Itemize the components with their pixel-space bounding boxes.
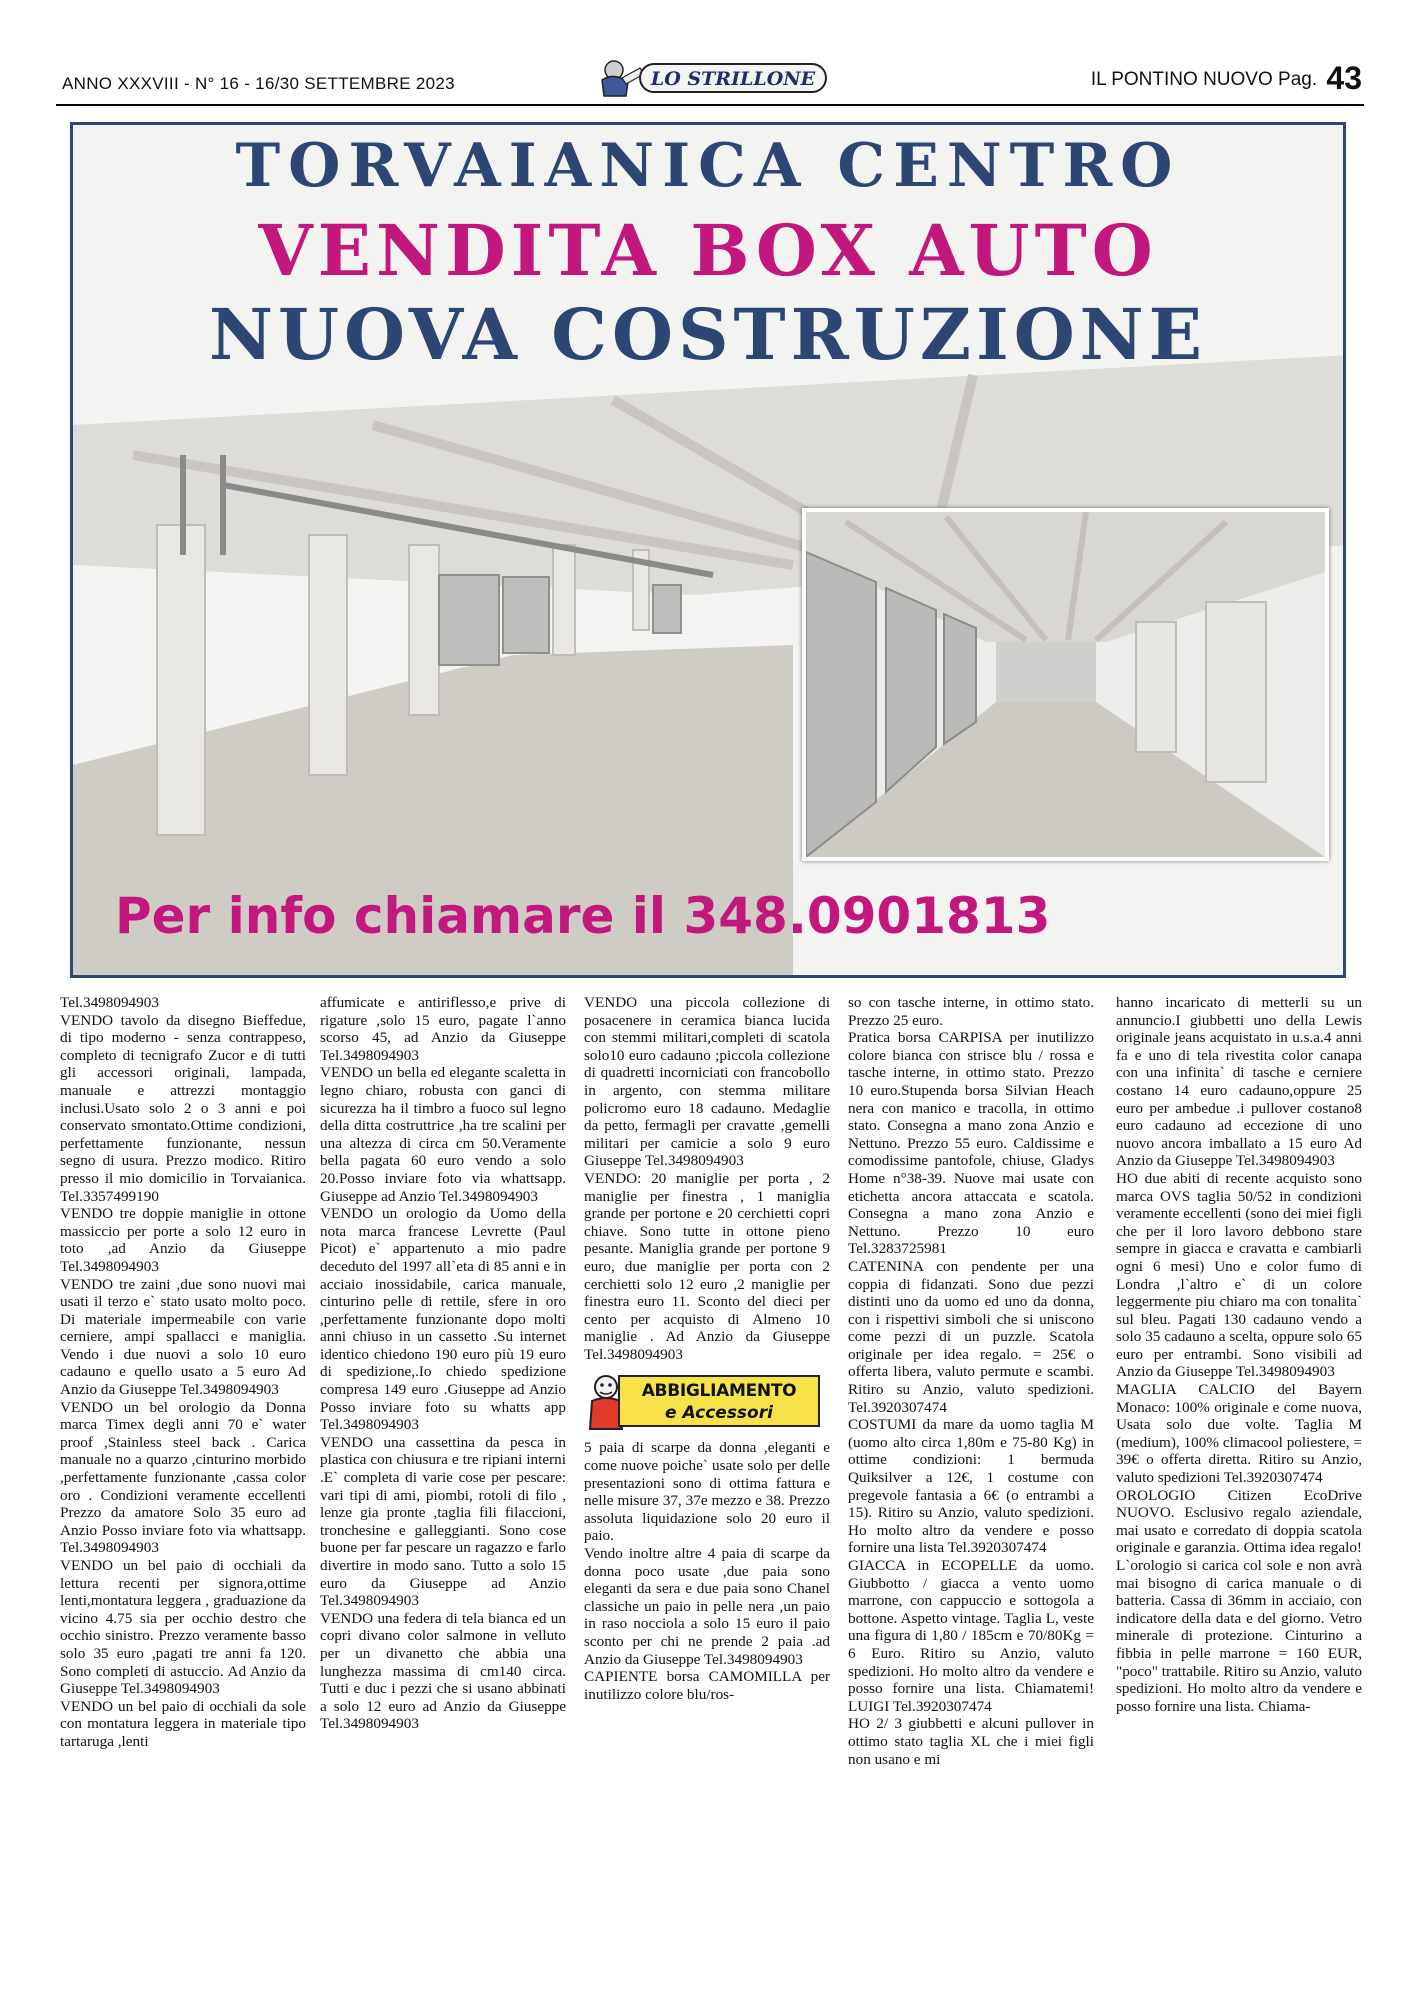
category-label: [618, 1375, 820, 1427]
classified-item: so con tasche interne, in ottimo stato. Prezzo 25 euro.: [848, 994, 1094, 1029]
classified-item: COSTUMI da mare da uomo taglia M (uomo alto circa 1,80m e 75-80 Kg) in ottime condizioni: 1 bermuda Quiksilver a 12€, 1 costume con pregevole fantasia a 6€ (o entrambi a 15). Ritiro su Anzio, valuto spedizioni. Ho molto altro da vendere e posso fornire una lista Tel.3920307474: [848, 1416, 1094, 1557]
column-2: [320, 994, 566, 1984]
ad-contact-line: Per info chiamare il 348.0901813: [115, 887, 1051, 945]
classified-item: VENDO un bel paio di occhiali da sole con montatura leggera in materiale tipo tartaruga ,lenti: [60, 1697, 306, 1750]
ad-headline-sale: VENDITA BOX AUTO: [258, 209, 1158, 292]
classified-item: MAGLIA CALCIO del Bayern Monaco: 100% originale e come nuova, Usata solo due volte. Taglia M (medium), 100% climacool poliestere, = 39€ o offerta diretta. Ritiro su Anzio, valuto spedizioni Tel.3920307474: [1116, 1381, 1362, 1487]
ad-headline-new-build: NUOVA COSTRUZIONE: [208, 293, 1208, 376]
category-subtitle: e Accessori: [665, 1403, 773, 1424]
classified-columns: [56, 994, 1364, 1984]
classified-item: VENDO una piccola collezione di posacenere in ceramica bianca lucida con stemmi militari,completi di scatola solo10 euro cadauno ;piccola collezione di quadretti incorniciati con francobollo in argento, con stemma militare policromo euro 18 cadauno. Medaglie da petto, fermagli per cravatte ,gemelli militari per camicie a solo 9 euro Giuseppe Tel.3498094903: [584, 994, 830, 1170]
classified-item: VENDO: 20 maniglie per porta , 2 maniglie per finestra , 1 maniglia grande per portone e 20 cerchietti copri chiave. Sono tutte in ottone pieno pesante. Maniglia grande per portone 9 euro, due maniglie per porta con 2 cerchietti solo 12 euro ,2 maniglie per finestra euro 11. Sconto del dieci per cento per acquisto di Almeno 10 maniglie . Ad Anzio da Giuseppe Tel.3498094903: [584, 1169, 830, 1363]
classified-item: VENDO una cassettina da pesca in plastica con chiusura e tre ripiani interni .E` completa di varie cose per pescare: vari tipi di ami, piombi, rotoli di filo , lenze gia pronte ,taglia fili filaccioni, tronchesine e galleggianti. Sono cose buone per far pescare un ragazzo e farlo divertire in modo sano. Tutto a solo 15 euro da Giuseppe ad Anzio Tel.3498094903: [320, 1433, 566, 1610]
classified-item: hanno incaricato di metterli su un annuncio.I giubbetti uno della Lewis originale jeans acquistato in u.s.a.4 anni fa e uno di tela rivestita color canapa con una infinita` di tasche e cerniere costano 14 euro cadauno,oppure 25 euro per ambedue .i pullover costano8 euro cadauno ad eccezione di uno nuovo ancora imballato a 15 euro Ad Anzio da Giuseppe Tel.3498094903: [1116, 994, 1362, 1170]
issue-info: ANNO XXXVIII - N° 16 - 16/30 SETTEMBRE 2023: [62, 74, 455, 93]
column-1: [60, 994, 306, 1984]
classified-item: VENDO un bel orologio da Donna marca Timex degli anni 70 e` water proof ,Stainless steel back . Carica manuale no a quarzo ,cinturino morbido ,perfettamente funzionante ,cassa color oro . Condizioni veramente eccellenti Prezzo da amatore Solo 35 euro ad Anzio Posso inviare foto via whattsapp. Tel.3498094903: [60, 1398, 306, 1557]
classified-item: affumicate e antiriflesso,e prive di rigature ,solo 15 euro, pagate l`anno scorso 45, ad Anzio da Giuseppe Tel.3498094903: [320, 994, 566, 1064]
category-title: ABBIGLIAMENTO: [641, 1381, 797, 1402]
newsboy-figure-icon: [602, 61, 644, 96]
newspaper-name: IL PONTINO NUOVO: [1090, 69, 1273, 90]
classified-item: Pratica borsa CARPISA per inutilizzo colore bianca con strisce blu / rossa e tasche interne, in ottimo stato. Prezzo 10 euro.Stupenda borsa Silvian Heach nera con manico e tracolla, in ottimo stato. Consegna a mano zona Anzio e Nettuno. Prezzo 55 euro. Caldissime e comodissime pantofole, chiuse, Gladys Home n°38-39. Nuove mai usate con etichetta ancora attaccata e scatola. Consegna a mano zona Anzio e Nettuno. Prezzo 10 euro Tel.3283725981: [848, 1029, 1094, 1258]
svg-text:LO STRILLONE: LO STRILLONE: [650, 68, 816, 90]
classified-item: VENDO un bel paio di occhiali da lettura recenti per signora,ottime lenti,montatura leggera , graduazione da vicino 4.75 sia per occhio destro che occhio sinistro. Prezzo veramente basso solo 35 euro ,pagati tre anni fa 120. Sono completi di astuccio. Ad Anzio da Giuseppe Tel.3498094903: [60, 1557, 306, 1698]
column-3: [584, 994, 830, 1984]
classified-item: GIACCA in ECOPELLE da uomo. Giubbotto / giacca a vento uomo marrone, con cappuccio e sottogola a bottone. Aspetto vintage. Taglia L, veste una figura di 1,80 / 185cm e 70/80Kg = 6 Euro. Ritiro su Anzio, valuto spedizioni. Ho molto altro da vendere e posso fornire una lista. Chiamatemi! LUIGI Tel.3920307474: [848, 1557, 1094, 1715]
column-4: [848, 994, 1094, 1984]
classified-item: CATENINA con pendente per una coppia di fidanzati. Sono due pezzi distinti uno da uomo ed uno da donna, con i rispettivi simboli che si uniscono come pezzi di un puzzle. Scatola originale per idea regalo. = 25€ o offerta libera, valuto permute e scambi. Ritiro su Anzio, valuto spedizioni. Tel.3920307474: [848, 1257, 1094, 1416]
category-banner-clothing: [584, 1373, 824, 1431]
page-label: Pag.: [1278, 69, 1318, 90]
classified-item: CAPIENTE borsa CAMOMILLA per inutilizzo colore blu/ros-: [584, 1668, 830, 1703]
lo-strillone-logo: [592, 58, 832, 98]
page-number: 43: [1326, 60, 1362, 96]
classified-item: HO due abiti di recente acquisto sono marca OVS taglia 50/52 in condizioni veramente eccellenti (sono dei miei figli che per il loro lavoro debbono stare sempre in giacca e cravatta e cambiarli ogni 6 mesi) Uno e color fumo di Londra ,l`altro e` di un colore leggermente piu chiaro ma con tonalita` sul bleu. Pagati 130 cadauno vendo a solo 35 cadauno a scelta, oppure solo 65 euro per entrambi. Sono visibili ad Anzio da Giuseppe Tel.3498094903: [1116, 1169, 1362, 1381]
classified-item: VENDO un bella ed elegante scaletta in legno chiaro, robusta con ganci di sicurezza ha il timbro a fuoco sul legno della ditta costruttrice ,ha tre scalini per una altezza di circa cm 50.Veramente bella pagata 60 euro vendo a solo 20.Posso inviare foto via whattsapp. Giuseppe ad Anzio Tel.3498094903: [320, 1064, 566, 1205]
classified-item: VENDO un orologio da Uomo della nota marca francese Levrette (Paul Picot) e` appartenuto a mio padre deceduto del 1997 all`eta di 85 anni e in acciaio inossidabile, carica manuale, cinturino pelle di rettile, sfere in oro ,perfettamente funzionante dopo molti anni chiuso in un cassetto .Su internet identico chiedono 190 euro più 19 euro di spedizione,.Io chiedo spedizione compresa 149 euro .Giuseppe ad Anzio Posso inviare foto su whatts app Tel.3498094903: [320, 1205, 566, 1434]
classified-item: VENDO una federa di tela bianca ed un copri divano color salmone in velluto per un divanetto che abbia una lunghezza massima di cm140 circa. Tutti e duc i pezzi che si usano abbinati a solo 12 euro ad Anzio da Giuseppe Tel.3498094903: [320, 1609, 566, 1733]
classified-item: Tel.3498094903: [60, 994, 159, 1011]
classified-item: VENDO tre zaini ,due sono nuovi mai usati il terzo e` stato usato molto poco. Di materiale impermeabile con varie cerniere, ampi spallacci e maniglia. Vendo i due nuovi a solo 10 euro cadauno e quello usato a 5 euro Ad Anzio da Giuseppe Tel.3498094903: [60, 1275, 306, 1399]
classified-item: Vendo inoltre altre 4 paia di scarpe da donna poco usate ,due paia sono eleganti da sera e due paia sono Chanel classiche un paio in pelle nera ,un paio in raso nocciola a solo 15 euro il paio sconto per chi ne prende 2 paia .ad Anzio da Giuseppe Tel.3498094903: [584, 1545, 830, 1668]
newspaper-title: [1091, 60, 1362, 97]
garage-corridor-photo: [802, 508, 1329, 861]
column-5: [1116, 994, 1362, 1984]
classified-item: OROLOGIO Citizen EcoDrive NUOVO. Esclusivo regalo aziendale, mai usato e corredato di doppia scatola originale e garanzia. Ottima idea regalo! L`orologio si carica col sole e non avrà mai bisogno di carica manuale o di batteria. Cassa di 36mm in acciaio, con indicatore della data e del giorno. Vetro minerale di protezione. Cinturino a fibbia in pelle marrone = 160 EUR, "poco" trattabile. Ritiro su Anzio, valuto spedizioni. Ho molto altro da vendere e posso fornire una lista. Chiama-: [1116, 1486, 1362, 1715]
classified-item: HO 2/ 3 giubbetti e alcuni pullover in ottimo stato taglia XL che i miei figli non usano e mi: [848, 1715, 1094, 1768]
classified-item: 5 paia di scarpe da donna ,eleganti e come nuove poiche` usate solo per delle presentazioni sono di ottima fattura e nelle misure 37, 37e mezzo e 38. Prezzo assoluta liquidazione solo 20 euro il paio.: [584, 1439, 830, 1545]
box-auto-advertisement: [70, 122, 1346, 978]
classified-item: VENDO tre doppie maniglie in ottone massiccio per porte a solo 12 euro in toto ,ad Anzio da Giuseppe Tel.3498094903: [60, 1205, 306, 1275]
masthead: [56, 56, 1364, 106]
classified-item: VENDO tavolo da disegno Bieffedue, di tipo moderno - senza contrappeso, completo di tecnigrafo Zucor e di tutti gli accessori originali, lampada, manuale e attrezzi montaggio inclusi.Usato solo 2 o 3 anni e poi conservato smontato.Ottime condizioni, perfettamente funzionante, nessun segno di usura. Prezzo modico. Ritiro presso il mio domicilio in Torvaianica. Tel.3357499190: [60, 1011, 306, 1205]
ad-headline-location: TORVAIANICA CENTRO: [235, 131, 1181, 201]
